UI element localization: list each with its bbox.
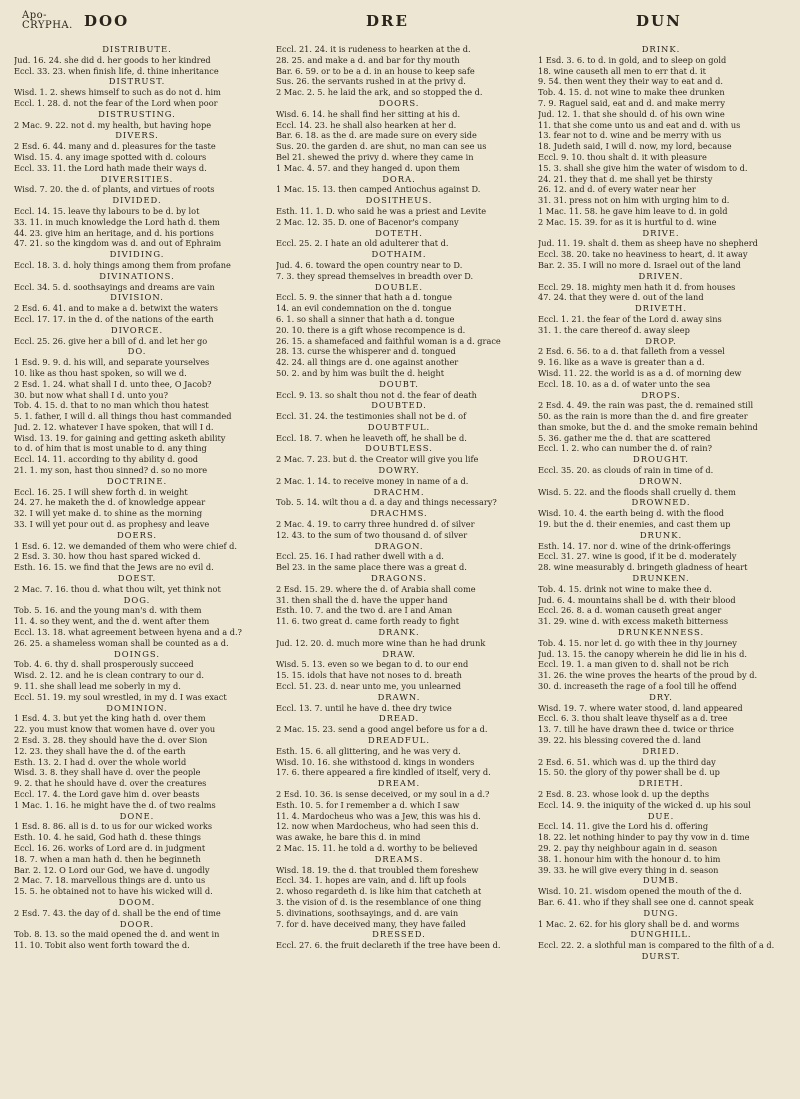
entry-line: Eccl. 1. 21. the fear of the Lord d. away sins: [538, 313, 722, 324]
entry-line: 2 Esd. 15. 29. where the d. of Arabia shall come: [276, 583, 476, 594]
entry-heading: DONE.: [119, 810, 155, 821]
entry-line: 19. but the d. their enemies, and cast them up: [538, 519, 731, 530]
entry-line: 10. like as thou hast spoken, so will we d.: [14, 367, 187, 378]
entry-heading: DISTRUST.: [108, 76, 166, 87]
entry-line: Tob. 4. 15. d. not wine to make thee drunken: [538, 87, 725, 98]
entry-heading: DREAMS.: [374, 853, 424, 864]
entry-heading: DRANK.: [378, 627, 420, 638]
entry-line: Esth. 15. 6. all glittering, and he was very d.: [276, 745, 461, 756]
entry-line: Wisd. 10. 16. she withstood d. kings in wonders: [276, 756, 475, 767]
entry-line: 2 Esd. 6. 44. many and d. pleasures for the taste: [14, 141, 216, 152]
entry-line: Eccl. 14. 9. the iniquity of the wicked d. up his soul: [538, 799, 751, 810]
entry-line: Jud. 4. 6. toward the open country near to D.: [276, 259, 463, 270]
entry-heading: DOINGS.: [113, 648, 160, 659]
entry-line: than smoke, but the d. and the smoke remain behind: [538, 421, 758, 432]
headword-left: DOO: [84, 12, 130, 30]
entry-line: Wisd. 11. 22. the world is as a d. of morning dew: [538, 367, 742, 378]
entry-line: to d. of him that is most unable to d. any thing: [14, 443, 207, 454]
entry-line: 7. for d. have deceived many, they have failed: [276, 918, 466, 929]
entry-heading: DOWRY.: [378, 465, 420, 476]
entry-line: Wisd. 10. 21. wisdom opened the mouth of the d.: [538, 886, 742, 897]
entry-line: 2 Mac. 15. 11. he told a d. worthy to be believed: [276, 842, 478, 853]
entry-line: 18. 7. when a man hath d. then he beginneth: [14, 853, 201, 864]
entry-heading: DRUNKENNESS.: [617, 627, 705, 638]
entry-line: 44. 23. give him an heritage, and d. his portions: [14, 227, 214, 238]
entry-heading: DRAGONS.: [370, 573, 428, 584]
entry-heading: DREAD.: [378, 713, 420, 724]
entry-line: Eccl. 17. 4. the Lord gave him d. over beasts: [14, 788, 200, 799]
entry-line: 2 Mac. 7. 18. marvellous things are d. unto us: [14, 875, 206, 886]
entry-heading: DOCTRINE.: [106, 475, 168, 486]
entry-line: 31. 29. wine d. with excess maketh bitterness: [538, 616, 729, 627]
entry-line: Esth. 14. 17. nor d. wine of the drink-offerings: [538, 540, 731, 551]
entry-line: Bar. 2. 12. O Lord our God, we have d. ungodly: [14, 864, 210, 875]
entry-line: Sus. 20. the garden d. are shut, no man can see us: [276, 141, 487, 152]
entry-line: 2 Mac. 7. 16. thou d. what thou wilt, yet think not: [14, 583, 221, 594]
entry-line: 1 Esd. 3. 6. to d. in gold, and to sleep on gold: [538, 54, 727, 65]
entry-line: Eccl. 25. 26. give her a bill of d. and let her go: [14, 335, 208, 346]
entry-line: 50. as the rain is more than the d. and fire greater: [538, 411, 748, 422]
entry-line: 15. 3. shall she give him the water of wisdom to d.: [538, 162, 748, 173]
column-left: [14, 44, 260, 1089]
entry-line: 32. I will yet make d. to shine as the morning: [14, 508, 203, 519]
entry-line: Jud. 6. 4. mountains shall be d. with their blood: [538, 594, 736, 605]
entry-heading: DROUGHT.: [633, 454, 689, 465]
entry-line: 26. 15. a shamefaced and faithful woman is a d. grace: [276, 335, 501, 346]
entry-heading: DIVISION.: [110, 292, 164, 303]
entry-line: Eccl. 13. 18. what agreement between hyena and a d.?: [14, 627, 242, 638]
entry-line: Wisd. 18. 19. the d. that troubled them foreshew: [276, 864, 479, 875]
entry-line: 5. 36. gather me the d. that are scattered: [538, 432, 711, 443]
entry-line: 15. 5. he obtained not to have his wicked will d.: [14, 886, 213, 897]
entry-line: Esth. 10. 7. and the two d. are I and Aman: [276, 605, 453, 616]
entry-line: 39. 22. his blessing covered the d. land: [538, 735, 701, 745]
entry-heading: DIVIDING.: [109, 249, 165, 260]
entry-line: 2 Esd. 6. 51. which was d. up the third day: [538, 756, 716, 767]
entry-heading: DOSITHEUS.: [365, 195, 433, 206]
column-right: [538, 44, 784, 1089]
entry-heading: DIVORCE.: [110, 324, 164, 335]
entry-line: 12. 23. they shall have the d. of the earth: [14, 745, 186, 756]
entry-line: Eccl. 1. 2. who can number the d. of rain?: [538, 443, 712, 454]
entry-line: 7. 3. they spread themselves in breadth over D.: [276, 270, 474, 281]
entry-line: 15. 15. idols that have not noses to d. breath: [276, 670, 462, 681]
entry-line: Bar. 6. 59. or to be a d. in an house to keep safe: [276, 65, 475, 76]
entry-line: Jud. 12. 20. d. much more wine than he had drunk: [276, 637, 486, 648]
entry-line: 2. whoso regardeth d. is like him that catcheth at: [276, 886, 482, 897]
entry-line: 12. 43. to the sum of two thousand d. of silver: [276, 529, 468, 540]
entry-heading: DROPS.: [641, 389, 681, 400]
entry-line: Eccl. 14. 15. leave thy labours to be d. by lot: [14, 205, 200, 216]
entry-line: 28. wine measurably d. bringeth gladness of heart: [538, 562, 748, 573]
entry-line: 7. 9. Raguel said, eat and d. and make merry: [538, 97, 725, 108]
entry-line: 42. 24. all things are d. one against another: [276, 357, 459, 368]
columns: [14, 44, 786, 1089]
entry-line: Wisd. 2. 12. and he is clean contrary to our d.: [14, 670, 204, 681]
section-label-line2: CRYPHA.: [22, 20, 73, 31]
entry-heading: DRACHM.: [373, 486, 425, 497]
entry-line: 14. an evil condemnation on the d. tongue: [276, 303, 452, 314]
entry-heading: DRIVEN.: [638, 270, 684, 281]
entry-line: 31. 1. the care thereof d. away sleep: [538, 324, 690, 335]
entry-heading: DOUBTED.: [371, 400, 427, 411]
entry-heading: DRACHMS.: [370, 508, 428, 519]
entry-heading: DRIETH.: [638, 778, 684, 789]
entry-line: Eccl. 9. 13. so shalt thou not d. the fear of death: [276, 389, 477, 400]
entry-heading: DOEST.: [117, 573, 157, 584]
entry-line: Eccl. 18. 3. d. holy things among them from profane: [14, 259, 231, 270]
entry-line: Eccl. 27. 6. the fruit declareth if the tree have been d.: [276, 940, 501, 951]
entry-line: Eccl. 21. 24. it is rudeness to hearken at the d.: [276, 44, 471, 54]
entry-line: 33. I will yet pour out d. as prophesy and leave: [14, 519, 210, 530]
entry-line: Wisd. 7. 20. the d. of plants, and virtues of roots: [14, 184, 215, 195]
entry-line: Eccl. 25. 2. I hate an old adulterer that d.: [276, 238, 449, 249]
entry-line: 24. 27. he maketh the d. of knowledge appear: [14, 497, 206, 508]
entry-heading: DRIVE.: [642, 227, 680, 238]
entry-line: Wisd. 6. 14. he shall find her sitting at his d.: [276, 108, 461, 119]
entry-line: 24. 21. they that d. me shall yet be thirsty: [538, 173, 713, 184]
entry-heading: DOMINION.: [106, 702, 168, 713]
entry-heading: DRUNK.: [639, 529, 683, 540]
entry-heading: DRUNKEN.: [632, 573, 690, 584]
entry-line: 2 Mac. 15. 39. for as it is hurtful to d. wine: [538, 216, 717, 227]
entry-heading: DOERS.: [116, 529, 158, 540]
entry-heading: DIVIDED.: [112, 195, 162, 206]
entry-line: 5. divinations, soothsayings, and d. are vain: [276, 907, 459, 918]
entry-line: Bel 21. shewed the privy d. where they came in: [276, 151, 474, 162]
entry-line: Eccl. 5. 9. the sinner that hath a d. tongue: [276, 292, 452, 303]
entry-line: Eccl. 19. 1. a man given to d. shall not be rich: [538, 659, 729, 670]
entry-line: 12. now when Mardocheus, who had seen this d.: [276, 821, 479, 832]
entry-line: Eccl. 17. 17. in the d. of the nations of the earth: [14, 313, 214, 324]
entry-heading: DROWN.: [639, 475, 683, 486]
entry-heading: DRIVETH.: [634, 303, 688, 314]
entry-line: Eccl. 14. 11. according to thy ability d. good: [14, 454, 198, 465]
entry-line: 2 Mac. 9. 22. not d. my health, but having hope: [14, 119, 212, 130]
entry-line: 31. then shall the d. have the upper hand: [276, 594, 448, 605]
entry-line: 11. 4. so they went, and the d. went after them: [14, 616, 210, 627]
entry-line: Wisd. 10. 4. the earth being d. with the flood: [538, 508, 725, 519]
entry-line: Bar. 2. 35. I will no more d. Israel out of the land: [538, 259, 741, 270]
entry-line: Tob. 8. 13. so the maid opened the d. and went in: [14, 929, 220, 940]
entry-line: 50. 2. and by him was built the d. height: [276, 367, 445, 378]
entry-line: 9. 54. then went they their way to eat and d.: [538, 76, 723, 87]
entry-line: Eccl. 14. 23. he shall also hearken at her d.: [276, 119, 457, 130]
entry-line: Eccl. 16. 26. works of Lord are d. in judgment: [14, 842, 206, 853]
entry-line: 9. 11. she shall lead me soberly in my d.: [14, 681, 181, 692]
entry-line: 38. 1. honour him with the honour d. to him: [538, 853, 721, 864]
entry-heading: DRAWN.: [377, 691, 421, 702]
entry-line: Eccl. 6. 3. thou shalt leave thyself as a d. tree: [538, 713, 728, 724]
entry-line: 11. that she come unto us and eat and d. with us: [538, 119, 741, 130]
entry-line: Esth. 13. 2. I had d. over the whole world: [14, 756, 187, 767]
entry-line: Eccl. 51. 19. my soul wrestled, in my d. I was exact: [14, 691, 227, 702]
entry-heading: DUNGHILL.: [630, 929, 692, 940]
entry-line: 11. 6. two great d. came forth ready to fight: [276, 616, 460, 627]
entry-line: 2 Esd. 7. 43. the day of d. shall be the end of time: [14, 907, 221, 918]
entry-line: Tob. 4. 15. drink not wine to make thee d.: [538, 583, 712, 594]
entry-heading: DRIED.: [642, 745, 680, 756]
entry-line: 2 Esd. 1. 24. what shall I d. unto thee, O Jacob?: [14, 378, 212, 389]
entry-line: Tob. 4. 15. nor let d. go with thee in thy journey: [538, 637, 737, 648]
entry-line: 11. 4. Mardocheus who was a Jew, this was his d.: [276, 810, 481, 821]
entry-line: 31. 31. press not on him with urging him to d.: [538, 195, 730, 206]
entry-line: 9. 16. like as a wave is greater than a d.: [538, 357, 705, 368]
entry-line: 30. but now what shall I d. unto you?: [14, 389, 168, 400]
entry-heading: DOUBLE.: [374, 281, 424, 292]
entry-line: 1 Mac. 4. 57. and they hanged d. upon them: [276, 162, 460, 173]
entry-line: 17. 6. there appeared a fire kindled of itself, very d.: [276, 767, 491, 778]
entry-line: 5. 1. father, I will d. all things thou hast commanded: [14, 411, 232, 422]
entry-heading: DUNG.: [643, 907, 679, 918]
entry-line: Eccl. 31. 24. the testimonies shall not be d. of: [276, 411, 467, 422]
headword-right: DUN: [636, 12, 682, 30]
entry-line: 1 Esd. 9. 9. d. his will, and separate yourselves: [14, 357, 210, 368]
entry-heading: DREAM.: [377, 778, 421, 789]
entry-heading: DO.: [127, 346, 147, 357]
entry-line: 15. 50. the glory of thy power shall be d. up: [538, 767, 720, 778]
entry-line: Bar. 6. 18. as the d. are made sure on every side: [276, 130, 477, 141]
entry-line: 31. 26. the wine proves the hearts of the proud by d.: [538, 670, 758, 681]
entry-line: Eccl. 38. 20. take no heaviness to heart, d. it away: [538, 249, 748, 260]
entry-line: Wisd. 5. 13. even so we began to d. to our end: [276, 659, 469, 670]
entry-line: 1 Esd. 6. 12. we demanded of them who were chief d.: [14, 540, 238, 551]
entry-line: Eccl. 16. 25. I will shew forth d. in weight: [14, 486, 188, 497]
entry-line: Tob. 4. 6. thy d. shall prosperously succeed: [14, 659, 194, 670]
entry-line: 11. 10. Tobit also went forth toward the d.: [14, 940, 190, 951]
entry-line: was awake, he bare this d. in mind: [276, 832, 421, 843]
entry-line: Eccl. 51. 23. d. near unto me, you unlearned: [276, 681, 461, 692]
entry-heading: DIVERS.: [115, 130, 159, 141]
entry-line: 1 Mac. 1. 16. he might have the d. of two realms: [14, 799, 216, 810]
section-label: [22, 11, 73, 31]
entry-line: 2 Esd. 8. 23. whose look d. up the depths: [538, 788, 710, 799]
entry-line: Eccl. 25. 16. I had rather dwell with a d.: [276, 551, 444, 562]
entry-heading: DUE.: [647, 810, 675, 821]
entry-line: 2 Esd. 6. 41. and to make a d. betwixt the waters: [14, 303, 218, 314]
entry-line: Eccl. 26. 8. a d. woman causeth great anger: [538, 605, 722, 616]
entry-line: Jud. 2. 12. whatever I have spoken, that will I d.: [14, 421, 214, 432]
entry-line: Wisd. 3. 8. they shall have d. over the people: [14, 767, 201, 778]
column-center: [276, 44, 522, 1089]
entry-heading: DURST.: [641, 950, 681, 961]
entry-line: 18. wine causeth all men to err that d. it: [538, 65, 706, 76]
entry-line: 2 Esd. 3. 28. they should have the d. over Sion: [14, 735, 208, 745]
entry-line: Tob. 4. 15. d. that to no man which thou hatest: [14, 400, 209, 411]
section-label-line1: Apo-: [22, 10, 48, 21]
entry-line: 1 Mac. 15. 13. then camped Antiochus against D.: [276, 184, 481, 195]
entry-line: 21. 1. my son, hast thou sinned? d. so no more: [14, 465, 208, 476]
entry-line: Eccl. 34. 5. d. soothsayings and dreams are vain: [14, 281, 215, 292]
entry-line: Wisd. 1. 2. shews himself to such as do not d. him: [14, 87, 221, 98]
entry-line: 33. 11. in much knowledge the Lord hath d. them: [14, 216, 220, 227]
entry-line: 26. 12. and d. of every water near her: [538, 184, 696, 195]
page-header: [14, 8, 786, 38]
entry-heading: DISTRUSTING.: [98, 108, 176, 119]
entry-line: Eccl. 31. 27. wine is good, if it be d. moderately: [538, 551, 737, 562]
entry-line: 18. Judeth said, I will d. now, my lord, because: [538, 141, 732, 152]
entry-line: Wisd. 13. 19. for gaining and getting asketh ability: [14, 432, 226, 443]
entry-line: 6. 1. so shall a sinner that hath a d. tongue: [276, 313, 455, 324]
entry-line: 47. 21. so the kingdom was d. and out of Ephraim: [14, 238, 222, 249]
entry-heading: DROP.: [645, 335, 677, 346]
entry-heading: DREADFUL.: [368, 735, 430, 745]
entry-line: 2 Mac. 15. 23. send a good angel before us for a d.: [276, 724, 488, 735]
entry-line: 9. 2. that he should have d. over the creatures: [14, 778, 207, 789]
entry-heading: DOUBT.: [379, 378, 419, 389]
entry-line: Eccl. 18. 7. when he leaveth off, he shall be d.: [276, 432, 467, 443]
entry-heading: DRAGON.: [374, 540, 424, 551]
entry-heading: DROWNED.: [631, 497, 691, 508]
entry-line: 2 Esd. 10. 36. is sense deceived, or my soul in a d.?: [276, 788, 490, 799]
entry-line: 29. 2. pay thy neighbour again in d. season: [538, 842, 718, 853]
entry-line: 2 Mac. 12. 35. D. one of Bacenor's company: [276, 216, 459, 227]
entry-heading: DOOR.: [119, 918, 155, 929]
entry-line: 1 Esd. 4. 3. but yet the king hath d. over them: [14, 713, 206, 724]
entry-line: Wisd. 5. 22. and the floods shall cruelly d. them: [538, 486, 736, 497]
entry-line: 2 Esd. 6. 56. to a d. that falleth from a vessel: [538, 346, 725, 357]
entry-line: 26. 25. a shameless woman shall be counted as a d.: [14, 637, 229, 648]
entry-heading: DISTRIBUTE.: [102, 44, 172, 54]
entry-heading: DORA.: [382, 173, 416, 184]
entry-line: Eccl. 33. 23. when finish life, d. thine inheritance: [14, 65, 219, 76]
entry-heading: DRY.: [649, 691, 673, 702]
entry-line: Eccl. 1. 28. d. not the fear of the Lord when poor: [14, 97, 218, 108]
entry-line: 3. the vision of d. is the resemblance of one thing: [276, 896, 482, 907]
entry-line: Esth. 10. 5. for I remember a d. which I saw: [276, 799, 460, 810]
entry-line: 1 Mac. 11. 58. he gave him leave to d. in gold: [538, 205, 728, 216]
entry-heading: DOTHAIM.: [371, 249, 427, 260]
entry-line: Bel 23. in the same place there was a great d.: [276, 562, 467, 573]
entry-line: Eccl. 9. 10. thou shalt d. it with pleasure: [538, 151, 707, 162]
entry-line: Eccl. 35. 20. as clouds of rain in time of d.: [538, 465, 714, 476]
entry-line: 2 Mac. 2. 5. he laid the ark, and so stopped the d.: [276, 87, 483, 98]
entry-line: Jud. 16. 24. she did d. her goods to her kindred: [14, 54, 211, 65]
entry-line: Sus. 26. the servants rushed in at the privy d.: [276, 76, 466, 87]
entry-line: Jud. 11. 19. shalt d. them as sheep have no shepherd: [538, 238, 758, 249]
entry-line: Esth. 10. 4. he said, God hath d. these things: [14, 832, 201, 843]
entry-line: Wisd. 15. 4. any image spotted with d. colours: [14, 151, 207, 162]
headword-center: DRE: [366, 12, 409, 30]
entry-line: 28. 25. and make a d. and bar for thy mouth: [276, 54, 460, 65]
entry-line: 20. 10. there is a gift whose recompence is d.: [276, 324, 466, 335]
entry-line: Esth. 11. 1. D. who said he was a priest and Levite: [276, 205, 487, 216]
entry-line: 2 Mac. 7. 23. but d. the Creator will give you life: [276, 454, 479, 465]
entry-line: 13. fear not to d. wine and be merry with us: [538, 130, 722, 141]
entry-line: 2 Esd. 4. 49. the rain was past, the d. remained still: [538, 400, 754, 411]
entry-line: Eccl. 18. 10. as a d. of water unto the sea: [538, 378, 711, 389]
entry-line: Eccl. 34. 1. hopes are vain, and d. lift up fools: [276, 875, 467, 886]
entry-line: 22. you must know that women have d. over you: [14, 724, 216, 735]
entry-heading: DIVINATIONS.: [99, 270, 175, 281]
entry-line: Wisd. 19. 7. where water stood, d. land appeared: [538, 702, 743, 713]
entry-line: 30. d. increaseth the rage of a fool till he offend: [538, 681, 737, 692]
entry-heading: DIVERSITIES.: [100, 173, 174, 184]
entry-heading: DRESSED.: [372, 929, 426, 940]
entry-line: Eccl. 33. 11. the Lord hath made their ways d.: [14, 162, 207, 173]
entry-line: 18. 22. let nothing hinder to pay thy vow in d. time: [538, 832, 750, 843]
entry-line: 47. 24. that they were d. out of the land: [538, 292, 704, 303]
entry-line: Eccl. 22. 2. a slothful man is compared to the filth of a d.: [538, 940, 775, 951]
entry-line: 39. 33. he will give every thing in d. season: [538, 864, 719, 875]
entry-line: 2 Esd. 3. 30. how thou hast spared wicked d.: [14, 551, 201, 562]
entry-line: 13. 7. till he have drawn thee d. twice or thrice: [538, 724, 734, 735]
entry-line: Tob. 5. 16. and the young man's d. with them: [14, 605, 202, 616]
entry-line: Eccl. 14. 11. give the Lord his d. offering: [538, 821, 709, 832]
entry-line: Bar. 6. 41. who if they shall see one d. cannot speak: [538, 896, 754, 907]
entry-line: Eccl. 13. 7. until he have d. thee dry twice: [276, 702, 452, 713]
entry-heading: DRAW.: [382, 648, 416, 659]
entry-heading: DOORS.: [378, 97, 420, 108]
entry-heading: DOUBTFUL.: [367, 421, 431, 432]
entry-line: 1 Esd. 8. 86. all is d. to us for our wicked works: [14, 821, 213, 832]
entry-heading: DRINK.: [641, 44, 681, 54]
entry-heading: DOOM.: [118, 896, 156, 907]
entry-heading: DOUBTLESS.: [365, 443, 433, 454]
entry-line: 2 Mac. 1. 14. to receive money in name of a d.: [276, 475, 469, 486]
entry-heading: DOG.: [123, 594, 151, 605]
entry-line: 2 Mac. 4. 19. to carry three hundred d. of silver: [276, 519, 475, 530]
entry-line: Eccl. 29. 18. mighty men hath it d. from houses: [538, 281, 736, 292]
entry-heading: DOTETH.: [375, 227, 423, 238]
entry-line: 1 Mac. 2. 62. for his glory shall be d. and worms: [538, 918, 740, 929]
entry-line: Esth. 16. 15. we find that the Jews are no evil d.: [14, 562, 214, 573]
entry-line: Jud. 13. 15. the canopy wherein he did lie in his d.: [538, 648, 747, 659]
entry-line: 28. 13. curse the whisperer and d. tongued: [276, 346, 456, 357]
entry-line: Tob. 5. 14. wilt thou a d. a day and things necessary?: [276, 497, 497, 508]
entry-line: Jud. 12. 1. that she should d. of his own wine: [538, 108, 725, 119]
entry-heading: DUMB.: [642, 875, 680, 886]
